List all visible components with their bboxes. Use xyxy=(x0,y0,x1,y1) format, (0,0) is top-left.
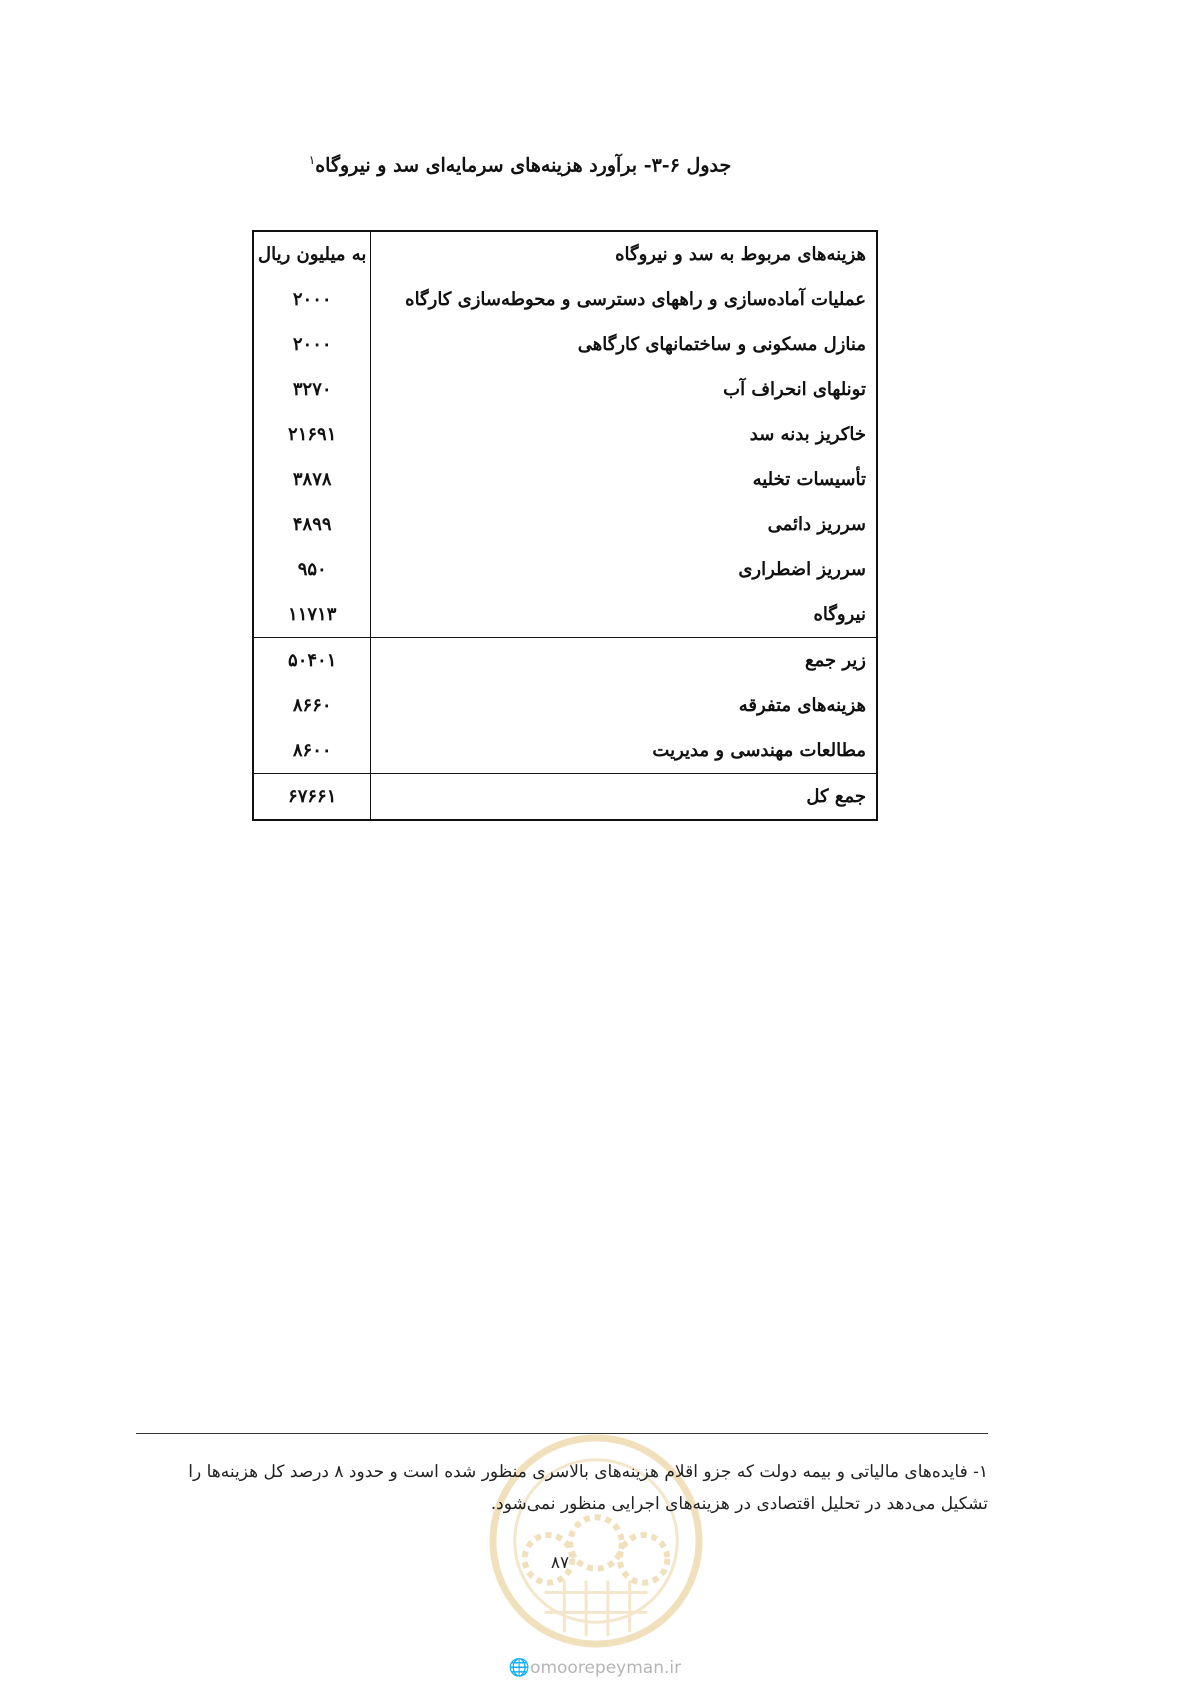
caption-text: جدول ۶-۳- برآورد هزینه‌های سرمایه‌ای سد و نیروگاه xyxy=(315,154,732,177)
subtotal-value: ۵۰۴۰۱ xyxy=(253,638,371,684)
footnote-line: ۱- فایده‌های مالیاتی و بیمه دولت که جزو اقلام هزینه‌های بالاسری منظور شده است و حدود ۸ درصد کل هزینه‌ها را xyxy=(188,1462,988,1482)
watermark-site-label: omoorepeyman.ir xyxy=(530,1658,682,1678)
header-unit: به میلیون ریال xyxy=(258,244,367,265)
table-row xyxy=(253,502,877,547)
total-label: جمع کل xyxy=(371,774,877,821)
table-row xyxy=(253,547,877,592)
row-value: ۴۸۹۹ xyxy=(292,514,332,535)
subtotal-label: زیر جمع xyxy=(371,638,877,684)
subtotal-row xyxy=(253,638,877,684)
table-caption xyxy=(250,146,790,179)
table-row xyxy=(253,457,877,502)
row-value: ۸۶۶۰ xyxy=(292,695,332,716)
header-label: هزینه‌های مربوط به سد و نیروگاه xyxy=(371,231,877,277)
table-row xyxy=(253,683,877,728)
caption-footnote-marker: ۱ xyxy=(308,153,316,167)
row-label: عملیات آماده‌سازی و راههای دسترسی و محوطه‌سازی کارگاه xyxy=(371,277,877,322)
table-row xyxy=(253,367,877,412)
row-label: سرریز دائمی xyxy=(371,502,877,547)
total-value: ۶۷۶۶۱ xyxy=(253,774,371,821)
row-label: خاکریز بدنه سد xyxy=(371,412,877,457)
row-label: نیروگاه xyxy=(371,592,877,638)
globe-icon: 🌐 xyxy=(508,1658,531,1678)
row-label: تأسیسات تخلیه xyxy=(371,457,877,502)
row-value: ۹۵۰ xyxy=(297,559,327,580)
footnote xyxy=(136,1456,988,1520)
row-label: تونلهای انحراف آب xyxy=(371,367,877,412)
row-value: ۲۰۰۰ xyxy=(292,334,332,355)
row-value: ۳۸۷۸ xyxy=(292,469,332,490)
table-row xyxy=(253,412,877,457)
row-label: مطالعات مهندسی و مدیریت xyxy=(371,728,877,774)
watermark-site-text xyxy=(485,1658,705,1678)
table-header-row xyxy=(253,231,877,277)
table-row xyxy=(253,592,877,638)
table-row xyxy=(253,728,877,774)
row-value: ۸۶۰۰ xyxy=(292,740,332,761)
row-label: سرریز اضطراری xyxy=(371,547,877,592)
page-number: ۸۷ xyxy=(550,1553,570,1573)
capital-cost-table xyxy=(252,230,878,821)
total-row xyxy=(253,774,877,821)
row-label: منازل مسکونی و ساختمانهای کارگاهی xyxy=(371,322,877,367)
row-label: هزینه‌های متفرقه xyxy=(371,683,877,728)
table-row xyxy=(253,277,877,322)
row-value: ۳۲۷۰ xyxy=(292,379,332,400)
footnote-line: تشکیل می‌دهد در تحلیل اقتصادی در هزینه‌های اجرایی منظور نمی‌شود. xyxy=(490,1494,988,1514)
row-value: ۱۱۷۱۳ xyxy=(288,604,337,625)
row-value: ۲۱۶۹۱ xyxy=(288,424,337,445)
table-row xyxy=(253,322,877,367)
row-value: ۲۰۰۰ xyxy=(292,289,332,310)
